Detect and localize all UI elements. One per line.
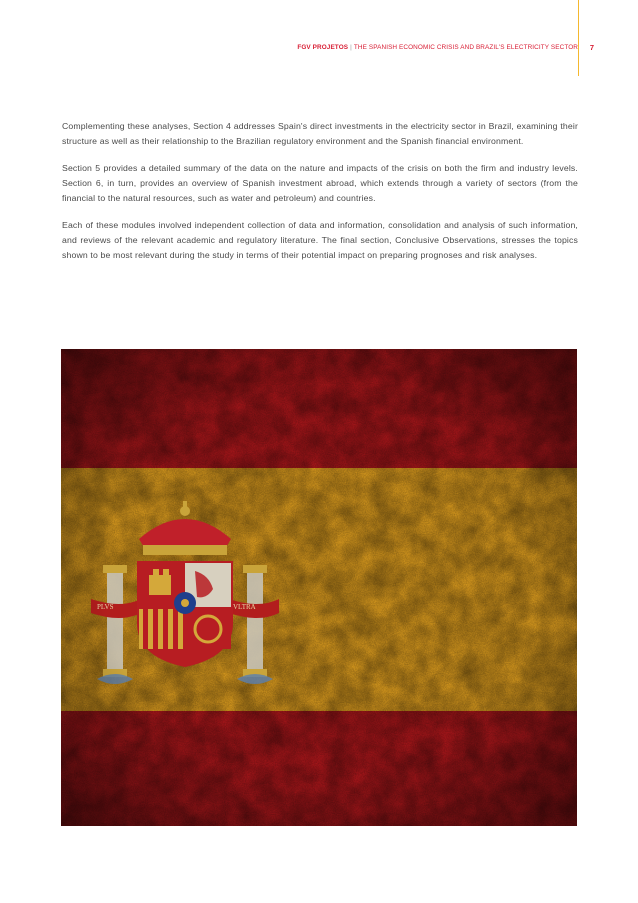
page-number: 7 <box>589 43 595 52</box>
header-title: THE SPANISH ECONOMIC CRISIS AND BRAZIL'S ELECTRICITY SECTOR <box>353 44 578 51</box>
paragraph: Complementing these analyses, Section 4 addresses Spain's direct investments in the electricity sector in Brazil, examining their structure as well as their relationship to the Brazilian regulatory environment and the Spanish financial environment. <box>62 121 578 146</box>
header-separator: | <box>350 44 352 51</box>
header-brand: FGV PROJETOS <box>297 44 349 51</box>
header-divider-line <box>578 0 579 76</box>
body-text <box>62 119 578 275</box>
running-header <box>180 44 578 51</box>
paragraph: Each of these modules involved independent collection of data and information, consolidation and analysis of such information, and reviews of the relevant academic and regulatory literature. The final section, Conclusive Observations, stresses the topics shown to be most relevant during the study in terms of their potential impact on preparing prognoses and risk analyses. <box>62 220 578 260</box>
spanish-flag-image <box>61 349 577 826</box>
paragraph: Section 5 provides a detailed summary of the data on the nature and impacts of the crisis on both the firm and industry levels. Section 6, in turn, provides an overview of Spanish investment abroad, which extends through a variety of sectors (from the financial to the natural resources, such as water and petroleum) and countries. <box>62 163 578 203</box>
